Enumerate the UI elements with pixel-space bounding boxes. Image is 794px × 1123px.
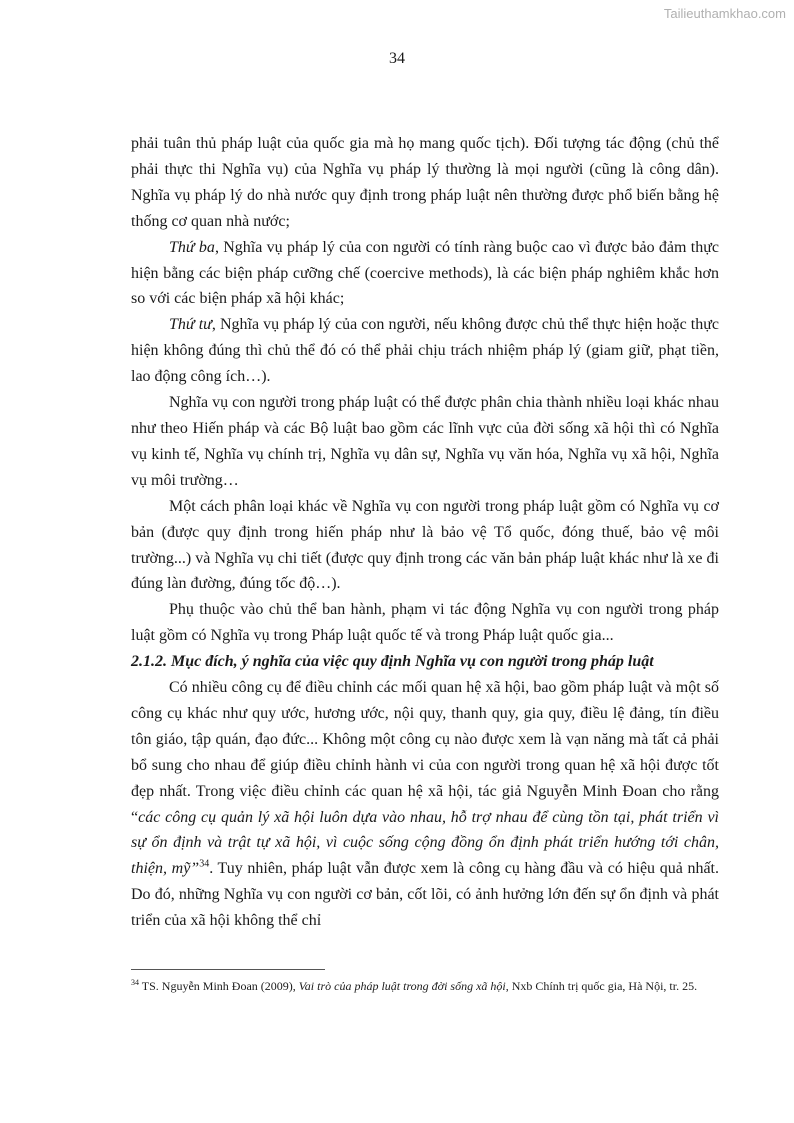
footnote-number: 34 [131, 978, 139, 987]
paragraph-3-lead: Thứ tư [169, 316, 212, 334]
paragraph-5: Một cách phân loại khác về Nghĩa vụ con người trong pháp luật gồm có Nghĩa vụ cơ bản (được quy định trong hiến pháp như là bảo vệ Tổ quốc, đóng thuế, bảo vệ môi trường...) và Nghĩa vụ chi tiết (được quy định trong các văn bản pháp luật khác như là xe đi đúng làn đường, đúng tốc độ…). [131, 497, 719, 593]
footnote-author: TS. Nguyễn Minh Đoan (2009), [139, 979, 299, 993]
body-text [131, 131, 719, 934]
footnote-title: Vai trò của pháp luật trong đời sống xã hội [298, 979, 506, 993]
paragraph-2-lead: Thứ ba [169, 238, 215, 256]
footnote-separator [131, 969, 325, 970]
paragraph-4: Nghĩa vụ con người trong pháp luật có thể được phân chia thành nhiều loại khác nhau như theo Hiến pháp và các Bộ luật bao gồm các lĩnh vực của đời sống xã hội thì có Nghĩa vụ kinh tế, Nghĩa vụ chính trị, Nghĩa vụ dân sự, Nghĩa vụ văn hóa, Nghĩa vụ xã hội, Nghĩa vụ môi trường… [131, 394, 719, 489]
section-heading: 2.1.2. Mục đích, ý nghĩa của việc quy định Nghĩa vụ con người trong pháp luật [131, 653, 654, 671]
page-number: 34 [389, 50, 405, 67]
paragraph-7 [131, 675, 719, 934]
paragraph-7-text-a: Có nhiều công cụ để điều chỉnh các mối quan hệ xã hội, bao gồm pháp luật và một số công cụ khác như quy ước, hương ước, nội quy, thanh quy, gia quy, điều lệ đảng, tín điều tôn giáo, tập quán, đạo đức... Không một công cụ nào được xem là vạn năng mà tất cả phải bổ sung cho nhau để giúp điều chỉnh hành vi của con người trong quan hệ xã hội được tốt đẹp nhất. Trong việc điều chỉnh các quan hệ xã hội, tác giả Nguyễn Minh Đoan cho rằng “ [131, 679, 719, 826]
paragraph-7-text-b: . Tuy nhiên, pháp luật vẫn được xem là công cụ hàng đầu và có hiệu quả nhất. Do đó, những Nghĩa vụ con người cơ bản, cốt lõi, có ảnh hưởng lớn đến sự ổn định và phát triển của xã hội không thể chỉ [131, 860, 719, 930]
paragraph-2 [131, 235, 719, 313]
paragraph-3 [131, 312, 719, 390]
paragraph-6: Phụ thuộc vào chủ thể ban hành, phạm vi tác động Nghĩa vụ con người trong pháp luật gồm có Nghĩa vụ trong Pháp luật quốc tế và trong Pháp luật quốc gia... [131, 601, 719, 645]
paragraph-3-text: , Nghĩa vụ pháp lý của con người, nếu không được chủ thể thực hiện hoặc thực hiện không đúng thì chủ thể đó có thể phải chịu trách nhiệm pháp lý (giam giữ, phạt tiền, lao động công ích…). [131, 316, 720, 386]
watermark: Tailieuthamkhao.com [663, 6, 786, 21]
paragraph-2-text: , Nghĩa vụ pháp lý của con người có tính ràng buộc cao vì được bảo đảm thực hiện bằng các biện pháp cưỡng chế (coercive methods), là các biện pháp nghiêm khắc hơn so với các biện pháp xã hội khác; [131, 238, 719, 308]
footnote-rest: , Nxb Chính trị quốc gia, Hà Nội, tr. 25. [505, 979, 698, 993]
paragraph-1: phải tuân thủ pháp luật của quốc gia mà họ mang quốc tịch). Đối tượng tác động (chủ thể phải thực thi Nghĩa vụ) của Nghĩa vụ pháp lý thường là mọi người (cũng là công dân). Nghĩa vụ pháp lý do nhà nước quy định trong pháp luật nên thường được phổ biến bằng hệ thống cơ quan nhà nước; [131, 135, 719, 230]
footnote [131, 977, 719, 996]
footnote-reference[interactable]: 34 [199, 859, 210, 871]
paragraph-7-quote: các công cụ quản lý xã hội luôn dựa vào nhau, hỗ trợ nhau để cùng tồn tại, phát triển vì sự ổn định và trật tự xã hội, vì cuộc sống cộng đồng ổn định phát triển hướng tới chân, thiện, mỹ [131, 808, 719, 878]
paragraph-7-close-quote: ” [190, 860, 200, 878]
